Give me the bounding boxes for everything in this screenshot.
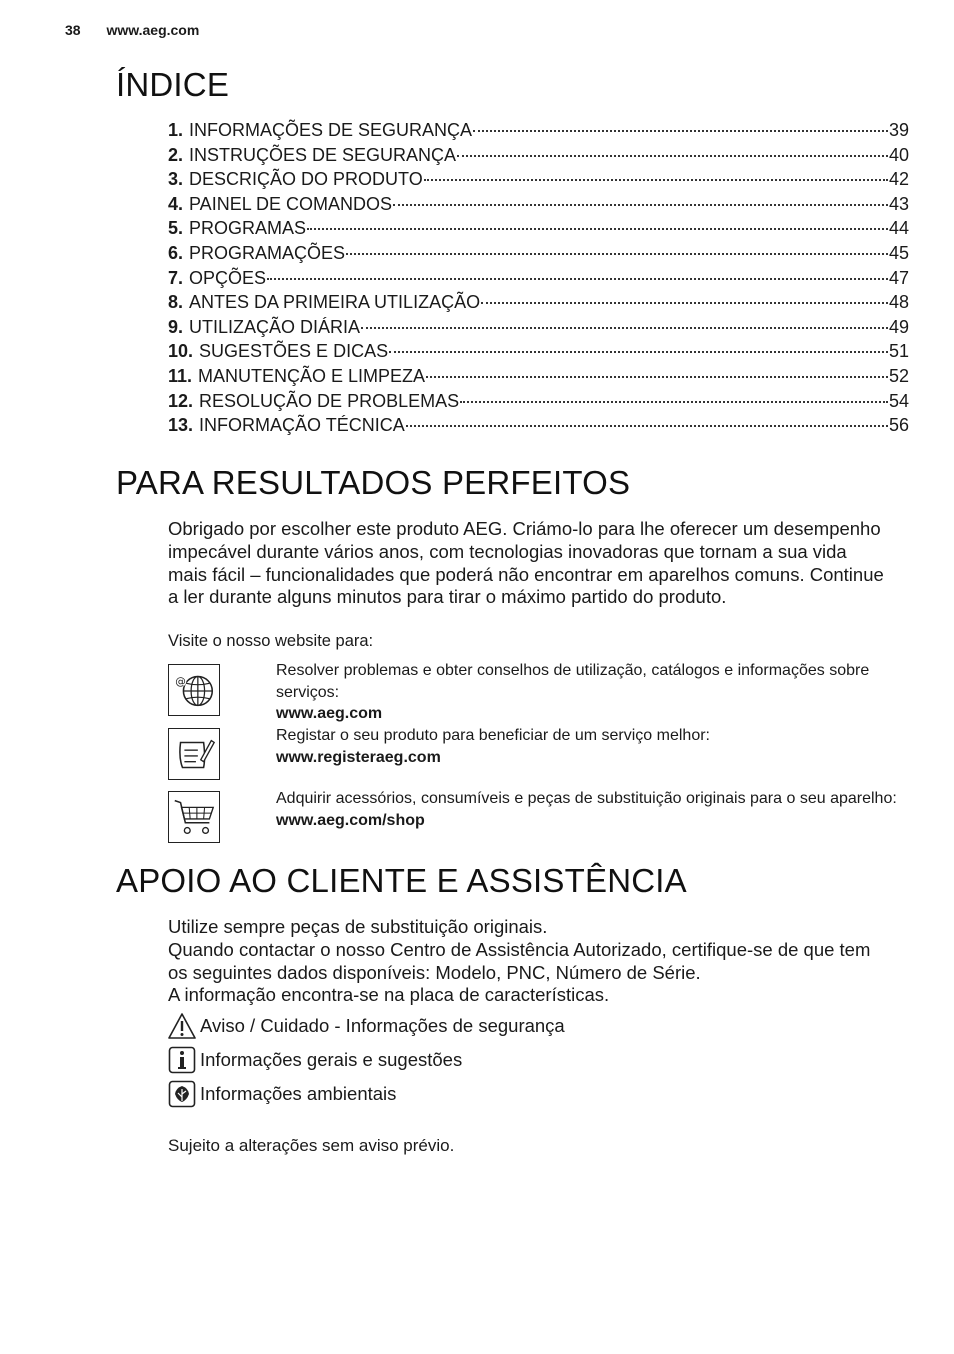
toc-item-number: 6. — [168, 242, 184, 263]
toc-dot-leader — [307, 228, 888, 230]
toc-item[interactable] — [168, 268, 909, 293]
toc-item-number: 4. — [168, 193, 184, 214]
toc-item-page: 51 — [888, 341, 909, 362]
service-description: Registar o seu produto para beneficiar de um serviço melhor: — [276, 727, 710, 744]
toc-item-page: 56 — [888, 415, 909, 436]
legend-item-warning — [168, 1012, 565, 1040]
toc-title: ÍNDICE — [116, 66, 230, 103]
service-item — [276, 660, 906, 725]
toc-dot-leader — [267, 278, 888, 280]
service-link[interactable]: www.aeg.com/shop — [276, 811, 425, 829]
warning-triangle-icon — [168, 1012, 196, 1040]
toc-item-page: 48 — [888, 292, 909, 313]
visit-label: Visite o nosso website para: — [168, 632, 374, 650]
toc-item-page: 47 — [888, 267, 909, 288]
toc-item-page: 52 — [888, 365, 909, 386]
section-title-perfeitos: PARA RESULTADOS PERFEITOS — [116, 464, 631, 501]
toc-item[interactable] — [168, 243, 909, 268]
toc-item-label: UTILIZAÇÃO DIÁRIA — [189, 316, 361, 337]
info-icon — [168, 1046, 196, 1074]
toc-dot-leader — [389, 351, 888, 353]
legend-text: Informações gerais e sugestões — [200, 1049, 463, 1070]
svg-text:@: @ — [175, 676, 186, 689]
toc-item[interactable] — [168, 218, 909, 243]
globe-at-icon — [168, 664, 220, 716]
toc-item[interactable] — [168, 145, 909, 170]
toc-item[interactable] — [168, 169, 909, 194]
toc-dot-leader — [473, 130, 888, 132]
toc-item-label: INSTRUÇÕES DE SEGURANÇA — [189, 144, 457, 165]
toc-item-number: 7. — [168, 267, 184, 288]
toc-item-number: 11. — [168, 365, 193, 386]
toc-dot-leader — [393, 204, 888, 206]
footer-note: Sujeito a alterações sem aviso prévio. — [168, 1136, 455, 1155]
toc-item[interactable] — [168, 317, 909, 342]
toc-item-label: ANTES DA PRIMEIRA UTILIZAÇÃO — [189, 292, 481, 313]
toc-item-number: 9. — [168, 316, 184, 337]
toc-item-number: 3. — [168, 169, 184, 190]
legend-text: Informações ambientais — [200, 1083, 397, 1104]
service-item — [276, 788, 906, 831]
toc-item-label: INFORMAÇÃO TÉCNICA — [199, 415, 405, 436]
toc-item-page: 43 — [888, 193, 909, 214]
toc-item-label: PROGRAMAÇÕES — [189, 242, 346, 263]
toc-item-page: 39 — [888, 120, 909, 140]
service-description: Adquirir acessórios, consumíveis e peças de substituição originais para o seu aparelho: — [276, 790, 897, 807]
toc-item-page: 44 — [888, 218, 909, 239]
toc-item-number: 12. — [168, 390, 194, 411]
toc-item-page: 42 — [888, 169, 909, 190]
apoio-line: A informação encontra-se na placa de características. — [168, 984, 610, 1006]
legend-item-info — [168, 1046, 462, 1074]
table-of-contents — [168, 120, 909, 440]
toc-item-number: 1. — [168, 120, 184, 140]
shopping-cart-icon — [168, 791, 220, 843]
toc-dot-leader — [424, 179, 888, 181]
toc-dot-leader — [361, 327, 888, 329]
toc-item-number: 13. — [168, 415, 194, 436]
toc-item-label: RESOLUÇÃO DE PROBLEMAS — [199, 390, 460, 411]
toc-item-page: 54 — [888, 390, 909, 411]
service-link[interactable]: www.registeraeg.com — [276, 748, 441, 766]
toc-item-label: INFORMAÇÕES DE SEGURANÇA — [189, 120, 473, 140]
toc-item[interactable] — [168, 415, 909, 440]
toc-dot-leader — [426, 376, 888, 378]
register-document-icon — [168, 728, 220, 780]
page-number: 38 — [65, 22, 81, 38]
toc-item[interactable] — [168, 366, 909, 391]
intro-paragraph: Obrigado por escolher este produto AEG. Criámo-lo para lhe oferecer um desempenho impecável durante vários anos, com tecnologias inovadoras que tornam a sua vida mais fácil – funcionalidades que poderá não encontrar em aparelhos comuns. Continue a ler durante alguns minutos para tirar o máximo partido do produto. — [168, 518, 884, 608]
environment-leaf-icon — [168, 1080, 196, 1108]
toc-dot-leader — [406, 425, 888, 427]
page-header — [65, 22, 199, 38]
toc-item-number: 5. — [168, 218, 184, 239]
toc-item[interactable] — [168, 194, 909, 219]
apoio-line: Quando contactar o nosso Centro de Assistência Autorizado, certifique-se de que tem os seguintes dados disponíveis: Modelo, PNC, Número de Série. — [168, 938, 871, 983]
service-link[interactable]: www.aeg.com — [276, 705, 383, 722]
toc-item-number: 8. — [168, 292, 184, 313]
header-website: www.aeg.com — [106, 22, 200, 38]
toc-dot-leader — [481, 302, 888, 304]
toc-item[interactable] — [168, 391, 909, 416]
apoio-paragraph — [168, 916, 888, 1007]
section-title-apoio: APOIO AO CLIENTE E ASSISTÊNCIA — [116, 862, 687, 899]
toc-item-label: OPÇÕES — [189, 267, 267, 288]
service-description: Resolver problemas e obter conselhos de utilização, catálogos e informações sobre serviços: — [276, 662, 870, 701]
toc-item-label: MANUTENÇÃO E LIMPEZA — [198, 365, 426, 386]
toc-item-page: 49 — [888, 316, 909, 337]
toc-dot-leader — [346, 253, 888, 255]
toc-item-label: SUGESTÕES E DICAS — [199, 341, 389, 362]
apoio-line: Utilize sempre peças de substituição originais. — [168, 916, 548, 937]
toc-item[interactable] — [168, 120, 909, 145]
legend-item-environment — [168, 1080, 396, 1108]
toc-item[interactable] — [168, 292, 909, 317]
toc-item[interactable] — [168, 341, 909, 366]
toc-item-page: 40 — [888, 144, 909, 165]
toc-item-label: PAINEL DE COMANDOS — [189, 193, 393, 214]
toc-item-label: PROGRAMAS — [189, 218, 307, 239]
legend-text: Aviso / Cuidado - Informações de segurança — [200, 1015, 565, 1036]
toc-item-number: 2. — [168, 144, 184, 165]
toc-item-label: DESCRIÇÃO DO PRODUTO — [189, 169, 423, 190]
toc-dot-leader — [460, 401, 888, 403]
service-item — [276, 725, 906, 768]
toc-item-page: 45 — [888, 242, 909, 263]
toc-item-number: 10. — [168, 341, 194, 362]
toc-dot-leader — [457, 155, 888, 157]
